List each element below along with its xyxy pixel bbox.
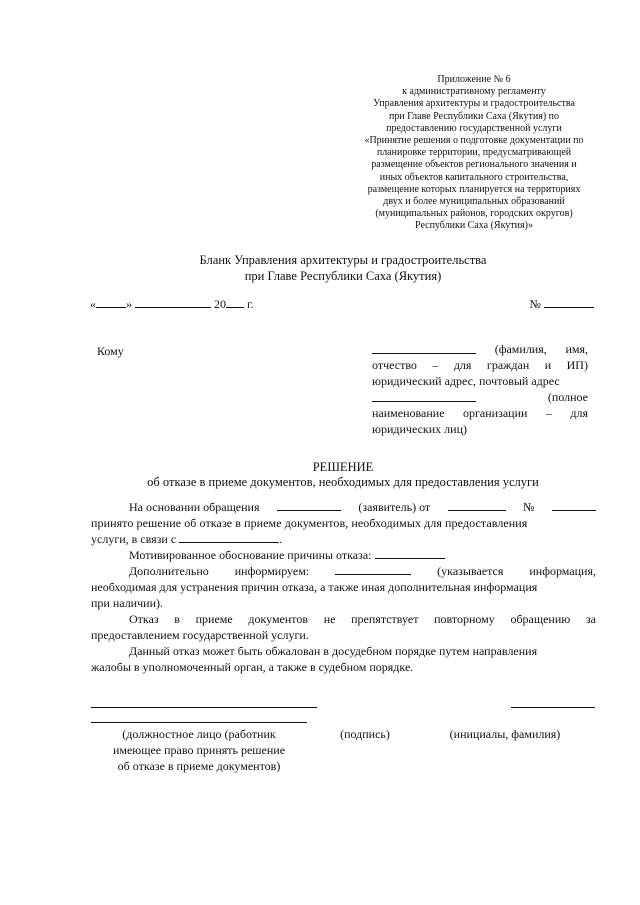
paragraph-1-line-1 [91, 499, 596, 515]
body-text: не [323, 612, 336, 626]
info-blank [335, 563, 411, 575]
request-number-blank [552, 499, 596, 511]
appendix-line: предоставлению государственной услуги [386, 122, 562, 134]
body-text: информация, [529, 564, 596, 578]
paragraph-5-line-1: Данный отказ может быть обжалован в досудебном порядке путем направления [129, 644, 538, 658]
decision-body [91, 499, 596, 675]
appendix-line: размещение которых планируется на территориях [367, 183, 581, 195]
addr-word: ИП) [566, 358, 588, 372]
body-text: (заявитель) от [358, 500, 431, 514]
day-blank [96, 296, 126, 308]
official-caption-line: имеющее право принять решение [112, 743, 286, 757]
letterhead [0, 252, 640, 284]
official-caption-line: (должностное лицо (работник [122, 727, 276, 741]
body-text: документов [248, 612, 309, 626]
official-line-2 [91, 722, 307, 723]
official-caption-line: об отказе в приеме документов) [117, 759, 281, 773]
organization-blank [372, 390, 476, 402]
addr-word: и [544, 358, 552, 372]
addr-word: граждан [486, 358, 530, 372]
paragraph-3-line-1 [91, 563, 596, 579]
body-text: препятствует [351, 612, 419, 626]
paragraph-4-line-2: предоставлением государственной услуги. [91, 628, 309, 642]
year-suffix: г. [247, 297, 254, 311]
addr-word: для [570, 406, 588, 420]
justification-blank [375, 547, 445, 559]
request-date-blank [448, 499, 506, 511]
letterhead-line-1: Бланк Управления архитектуры и градостроительства [199, 253, 487, 267]
official-line-1 [91, 707, 317, 708]
addr-line: юридических лиц) [372, 422, 467, 436]
appendix-line: к административному регламенту [402, 86, 546, 98]
close-quote: » [126, 297, 132, 311]
reason-blank [179, 531, 279, 543]
appendix-line: (муниципальных районов, городских округов) [375, 208, 573, 220]
body-text: приеме [195, 612, 233, 626]
body-text: информируем: [234, 564, 310, 578]
appendix-line: при Главе Республики Саха (Якутия) по [388, 110, 560, 122]
body-text: за [585, 612, 596, 626]
appendix-line: размещение объектов регионального значения и [371, 159, 577, 171]
appendix-line: «Принятие решения о подготовке документации по [364, 135, 584, 147]
initials-line [511, 707, 595, 708]
body-text: . [279, 532, 283, 546]
body-text: № [523, 500, 535, 514]
body-text: в [174, 612, 180, 626]
appendix-line: Приложение № 6 [437, 74, 511, 85]
addr-word: имя, [565, 342, 588, 356]
letterhead-line-2: при Главе Республики Саха (Якутия) [244, 269, 442, 283]
paragraph-2 [91, 547, 596, 563]
appendix-line: двух и более муниципальных образований [383, 196, 565, 208]
body-text: Дополнительно [129, 564, 209, 578]
body-text: На основании обращения [129, 500, 260, 514]
decision-title: РЕШЕНИЕ [312, 460, 374, 474]
appendix-line: Республики Саха (Якутия)» [415, 220, 533, 232]
request-blank [277, 499, 341, 511]
appendix-line: иных объектов капитального строительства, [379, 171, 569, 183]
body-text: Отказ [129, 612, 159, 626]
official-caption [92, 726, 306, 774]
addressee-label: Кому [97, 344, 124, 358]
addressee-block [372, 341, 588, 437]
appendix-block [330, 74, 618, 233]
paragraph-5-line-2: жалобы в уполномоченный орган, а также в судебном порядке. [91, 660, 414, 674]
name-blank [372, 342, 476, 354]
addr-word: – [545, 406, 552, 420]
paragraph-4-line-1 [91, 611, 596, 627]
addr-word: организации [462, 406, 528, 420]
addr-word: для [453, 358, 472, 372]
open-quote: « [90, 297, 96, 311]
year-blank [226, 296, 244, 308]
body-text: (указывается [437, 564, 504, 578]
body-text: обращению [510, 612, 571, 626]
number-field [530, 296, 594, 312]
number-blank [544, 296, 594, 308]
addr-word: (полное [547, 390, 588, 404]
paragraph-1-line-2: принято решение об отказе в приеме документов, необходимых для предоставления [91, 516, 528, 530]
appendix-line: Управления архитектуры и градостроительства [373, 98, 575, 110]
addr-word: – [432, 358, 439, 372]
number-label: № [529, 297, 541, 311]
paragraph-1-line-3 [91, 531, 596, 547]
addr-word: отчество [372, 358, 417, 372]
body-text: услуги, в связи с [91, 532, 177, 546]
addr-word: (фамилия, [494, 342, 547, 356]
initials-caption: (инициалы, фамилия) [449, 727, 561, 741]
date-field [90, 296, 254, 312]
decision-heading [0, 460, 640, 490]
appendix-line: планировке территории, предусматривающей [376, 147, 572, 159]
addr-line: юридический адрес, почтовый адрес [372, 374, 560, 388]
year-prefix: 20 [214, 297, 226, 311]
paragraph-3-line-2: необходимая для устранения причин отказа, а также иная дополнительная информация [91, 580, 538, 594]
paragraph-3-line-3: при наличии). [91, 596, 163, 610]
addr-word: наименование [372, 406, 445, 420]
decision-subtitle: об отказе в приеме документов, необходимых для предоставления услуги [147, 475, 539, 489]
body-text: повторному [434, 612, 495, 626]
body-text: Мотивированное обоснование причины отказа: [129, 548, 372, 562]
signature-caption: (подпись) [340, 727, 390, 741]
month-blank [135, 296, 211, 308]
